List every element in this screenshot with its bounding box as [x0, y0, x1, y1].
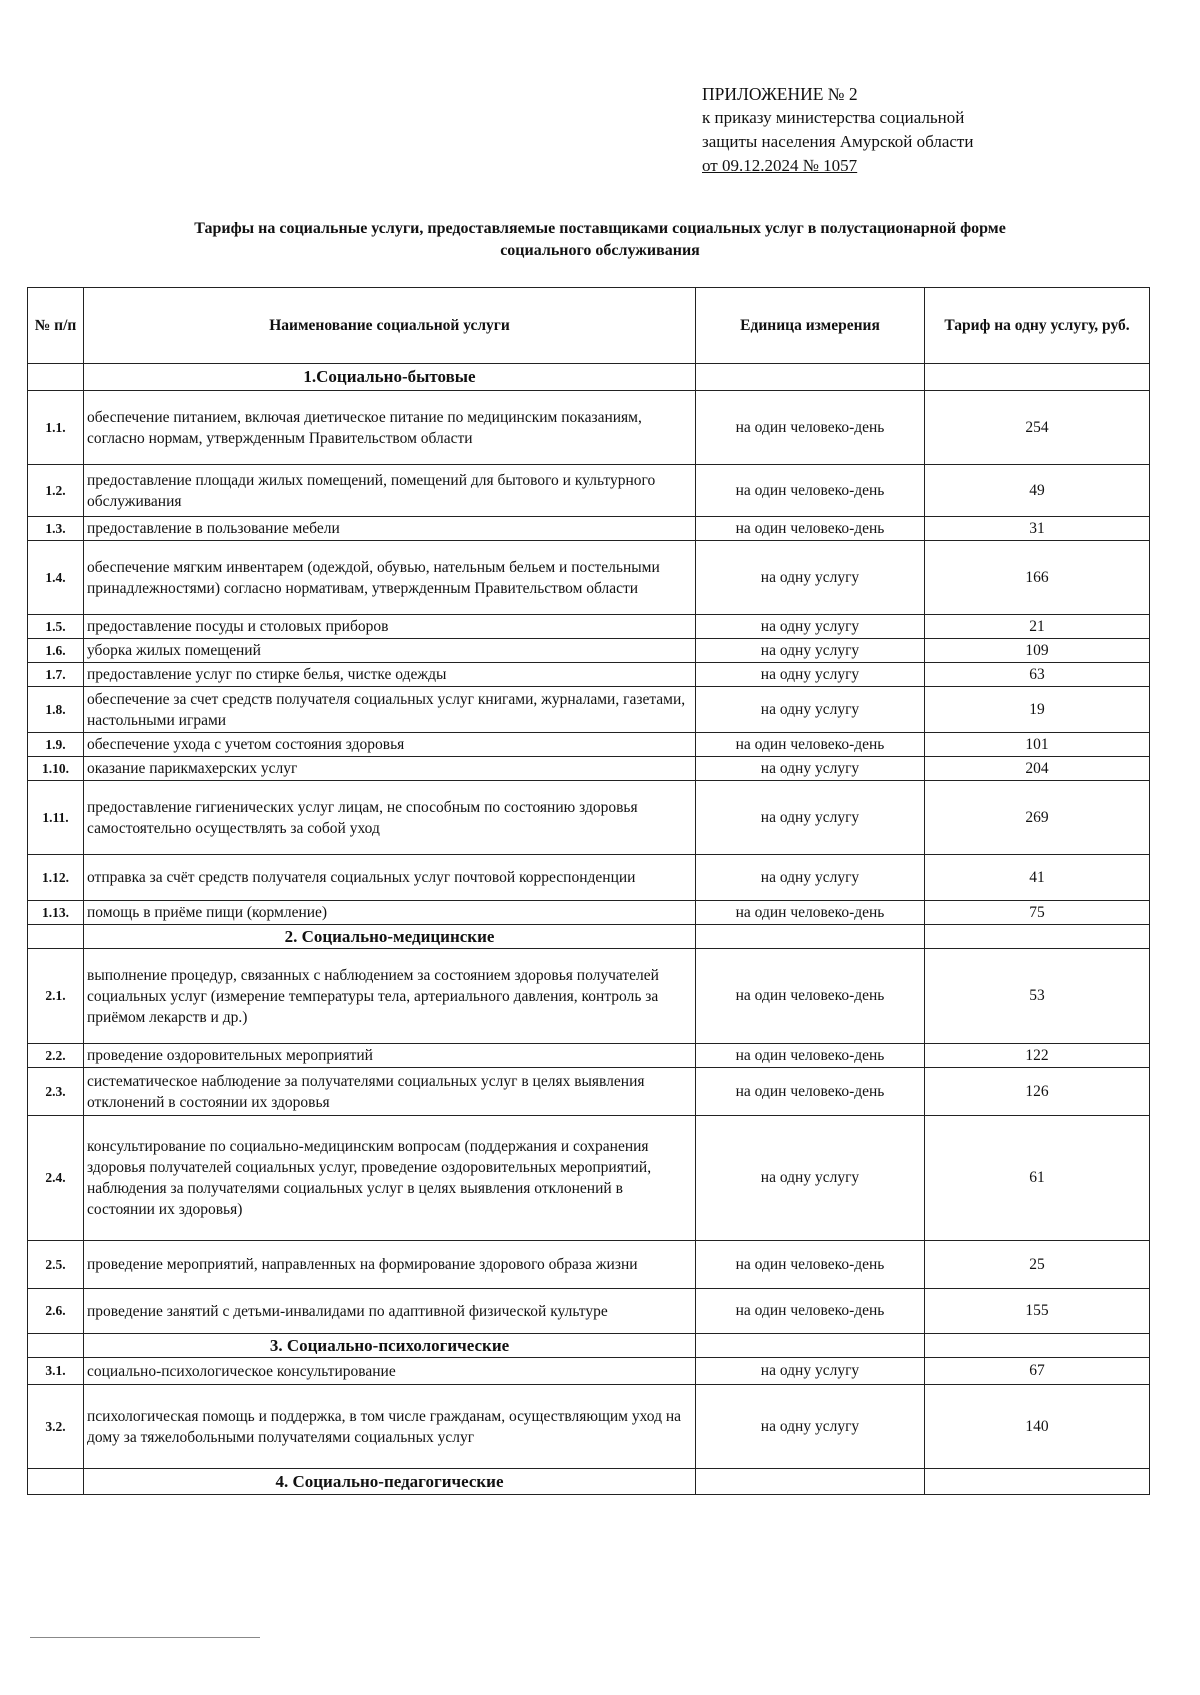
tariff-value: 140	[925, 1385, 1150, 1469]
approval-block	[702, 82, 1122, 178]
section-unit-cell	[696, 1469, 925, 1495]
title-line-2: социального обслуживания	[500, 242, 700, 259]
row-number: 2.2.	[28, 1044, 84, 1068]
row-number: 1.12.	[28, 855, 84, 901]
table-header-row	[28, 288, 1150, 364]
service-name: отправка за счёт средств получателя социальных услуг почтовой корреспонденции	[84, 855, 696, 901]
service-name: социально-психологическое консультирование	[84, 1358, 696, 1385]
unit-of-measure: на одну услугу	[696, 781, 925, 855]
row-number: 2.6.	[28, 1289, 84, 1334]
table-body	[28, 364, 1150, 1495]
row-number: 1.13.	[28, 901, 84, 925]
section-row	[28, 364, 1150, 391]
service-name: уборка жилых помещений	[84, 639, 696, 663]
section-price-cell	[925, 1469, 1150, 1495]
unit-of-measure: на один человеко-день	[696, 517, 925, 541]
section-row	[28, 925, 1150, 949]
service-name: консультирование по социально-медицинским вопросам (поддержания и сохранения здоровья получателей социальных услуг, проведение оздоровительных мероприятий, наблюдения за получателями социальных услуг в целях выявления отклонений в состоянии их здоровья)	[84, 1116, 696, 1241]
unit-of-measure: на один человеко-день	[696, 391, 925, 465]
section-unit-cell	[696, 925, 925, 949]
tariff-value: 254	[925, 391, 1150, 465]
table-row	[28, 949, 1150, 1044]
tariff-value: 25	[925, 1241, 1150, 1289]
tariff-value: 126	[925, 1068, 1150, 1116]
tariff-value: 61	[925, 1116, 1150, 1241]
tariff-value: 166	[925, 541, 1150, 615]
table-row	[28, 855, 1150, 901]
service-name: выполнение процедур, связанных с наблюдением за состоянием здоровья получателей социальных услуг (измерение температуры тела, артериального давления, контроль за приёмом лекарств и др.)	[84, 949, 696, 1044]
unit-of-measure: на один человеко-день	[696, 1068, 925, 1116]
section-row	[28, 1469, 1150, 1495]
unit-of-measure: на одну услугу	[696, 1358, 925, 1385]
table-row	[28, 615, 1150, 639]
tariff-value: 204	[925, 757, 1150, 781]
tariff-value: 49	[925, 465, 1150, 517]
table-row	[28, 391, 1150, 465]
table-row	[28, 901, 1150, 925]
tariff-value: 109	[925, 639, 1150, 663]
tariff-value: 75	[925, 901, 1150, 925]
service-name: обеспечение питанием, включая диетическое питание по медицинским показаниям, согласно нормам, утвержденным Правительством области	[84, 391, 696, 465]
table-row	[28, 733, 1150, 757]
row-number: 1.11.	[28, 781, 84, 855]
unit-of-measure: на один человеко-день	[696, 1289, 925, 1334]
section-unit-cell	[696, 1334, 925, 1358]
row-number: 1.1.	[28, 391, 84, 465]
unit-of-measure: на одну услугу	[696, 757, 925, 781]
section-num-cell	[28, 925, 84, 949]
col-header-price: Тариф на одну услугу, руб.	[925, 288, 1150, 364]
table-row	[28, 687, 1150, 733]
service-name: обеспечение мягким инвентарем (одеждой, обувью, нательным бельем и постельными принадлежностями) согласно нормативам, утвержденным Правительством области	[84, 541, 696, 615]
row-number: 1.6.	[28, 639, 84, 663]
table-row	[28, 639, 1150, 663]
tariff-value: 155	[925, 1289, 1150, 1334]
section-num-cell	[28, 364, 84, 391]
section-title: 3. Социально-психологические	[84, 1334, 696, 1358]
row-number: 1.10.	[28, 757, 84, 781]
table-row	[28, 465, 1150, 517]
row-number: 2.4.	[28, 1116, 84, 1241]
row-number: 1.7.	[28, 663, 84, 687]
row-number: 1.8.	[28, 687, 84, 733]
row-number: 1.2.	[28, 465, 84, 517]
unit-of-measure: на один человеко-день	[696, 733, 925, 757]
section-title: 1.Социально-бытовые	[84, 364, 696, 391]
unit-of-measure: на одну услугу	[696, 1116, 925, 1241]
service-name: проведение оздоровительных мероприятий	[84, 1044, 696, 1068]
row-number: 1.9.	[28, 733, 84, 757]
service-name: проведение занятий с детьми-инвалидами по адаптивной физической культуре	[84, 1289, 696, 1334]
unit-of-measure: на один человеко-день	[696, 1044, 925, 1068]
unit-of-measure: на один человеко-день	[696, 901, 925, 925]
service-name: предоставление площади жилых помещений, помещений для бытового и культурного обслуживания	[84, 465, 696, 517]
tariff-value: 63	[925, 663, 1150, 687]
row-number: 1.5.	[28, 615, 84, 639]
unit-of-measure: на одну услугу	[696, 855, 925, 901]
unit-of-measure: на одну услугу	[696, 1385, 925, 1469]
table-row	[28, 1358, 1150, 1385]
order-reference: к приказу министерства социальной	[702, 108, 965, 127]
table-row	[28, 781, 1150, 855]
unit-of-measure: на одну услугу	[696, 615, 925, 639]
unit-of-measure: на один человеко-день	[696, 465, 925, 517]
unit-of-measure: на один человеко-день	[696, 1241, 925, 1289]
table-row	[28, 1044, 1150, 1068]
service-name: предоставление гигиенических услуг лицам, не способным по состоянию здоровья самостоятельно осуществлять за собой уход	[84, 781, 696, 855]
service-name: обеспечение ухода с учетом состояния здоровья	[84, 733, 696, 757]
row-number: 3.2.	[28, 1385, 84, 1469]
row-number: 2.1.	[28, 949, 84, 1044]
unit-of-measure: на один человеко-день	[696, 949, 925, 1044]
service-name: оказание парикмахерских услуг	[84, 757, 696, 781]
service-name: проведение мероприятий, направленных на формирование здорового образа жизни	[84, 1241, 696, 1289]
tariff-value: 53	[925, 949, 1150, 1044]
col-header-num: № п/п	[28, 288, 84, 364]
tariff-value: 67	[925, 1358, 1150, 1385]
order-date: от 09.12.2024 № 1057	[702, 156, 858, 175]
tariff-value: 41	[925, 855, 1150, 901]
unit-of-measure: на одну услугу	[696, 639, 925, 663]
row-number: 3.1.	[28, 1358, 84, 1385]
tariff-value: 21	[925, 615, 1150, 639]
unit-of-measure: на одну услугу	[696, 687, 925, 733]
unit-of-measure: на одну услугу	[696, 541, 925, 615]
table-row	[28, 1068, 1150, 1116]
section-num-cell	[28, 1334, 84, 1358]
service-name: предоставление услуг по стирке белья, чистке одежды	[84, 663, 696, 687]
service-name: предоставление в пользование мебели	[84, 517, 696, 541]
section-unit-cell	[696, 364, 925, 391]
row-number: 1.3.	[28, 517, 84, 541]
table-row	[28, 1289, 1150, 1334]
service-name: обеспечение за счет средств получателя социальных услуг книгами, журналами, газетами, настольными играми	[84, 687, 696, 733]
tariff-value: 101	[925, 733, 1150, 757]
section-row	[28, 1334, 1150, 1358]
document-title	[40, 218, 1160, 262]
table-row	[28, 1385, 1150, 1469]
col-header-unit: Единица измерения	[696, 288, 925, 364]
tariff-value: 269	[925, 781, 1150, 855]
table-row	[28, 517, 1150, 541]
tariff-value: 122	[925, 1044, 1150, 1068]
table-row	[28, 1116, 1150, 1241]
unit-of-measure: на одну услугу	[696, 663, 925, 687]
row-number: 1.4.	[28, 541, 84, 615]
section-price-cell	[925, 364, 1150, 391]
footer-divider	[30, 1637, 260, 1638]
tariff-value: 19	[925, 687, 1150, 733]
section-price-cell	[925, 925, 1150, 949]
section-num-cell	[28, 1469, 84, 1495]
table-row	[28, 541, 1150, 615]
tariffs-table	[27, 287, 1150, 1495]
ministry-name: защиты населения Амурской области	[702, 132, 974, 151]
table-row	[28, 663, 1150, 687]
section-title: 4. Социально-педагогические	[84, 1469, 696, 1495]
service-name: психологическая помощь и поддержка, в том числе гражданам, осуществляющим уход на дому за тяжелобольными получателями социальных услуг	[84, 1385, 696, 1469]
table-row	[28, 1241, 1150, 1289]
section-price-cell	[925, 1334, 1150, 1358]
title-line-1: Тарифы на социальные услуги, предоставляемые поставщиками социальных услуг в полустационарной форме	[194, 220, 1006, 237]
row-number: 2.3.	[28, 1068, 84, 1116]
section-title: 2. Социально-медицинские	[84, 925, 696, 949]
service-name: помощь в приёме пищи (кормление)	[84, 901, 696, 925]
col-header-name: Наименование социальной услуги	[84, 288, 696, 364]
row-number: 2.5.	[28, 1241, 84, 1289]
appendix-number: ПРИЛОЖЕНИЕ № 2	[702, 84, 858, 104]
tariff-value: 31	[925, 517, 1150, 541]
service-name: предоставление посуды и столовых приборов	[84, 615, 696, 639]
service-name: систематическое наблюдение за получателями социальных услуг в целях выявления отклонений в состоянии их здоровья	[84, 1068, 696, 1116]
table-row	[28, 757, 1150, 781]
